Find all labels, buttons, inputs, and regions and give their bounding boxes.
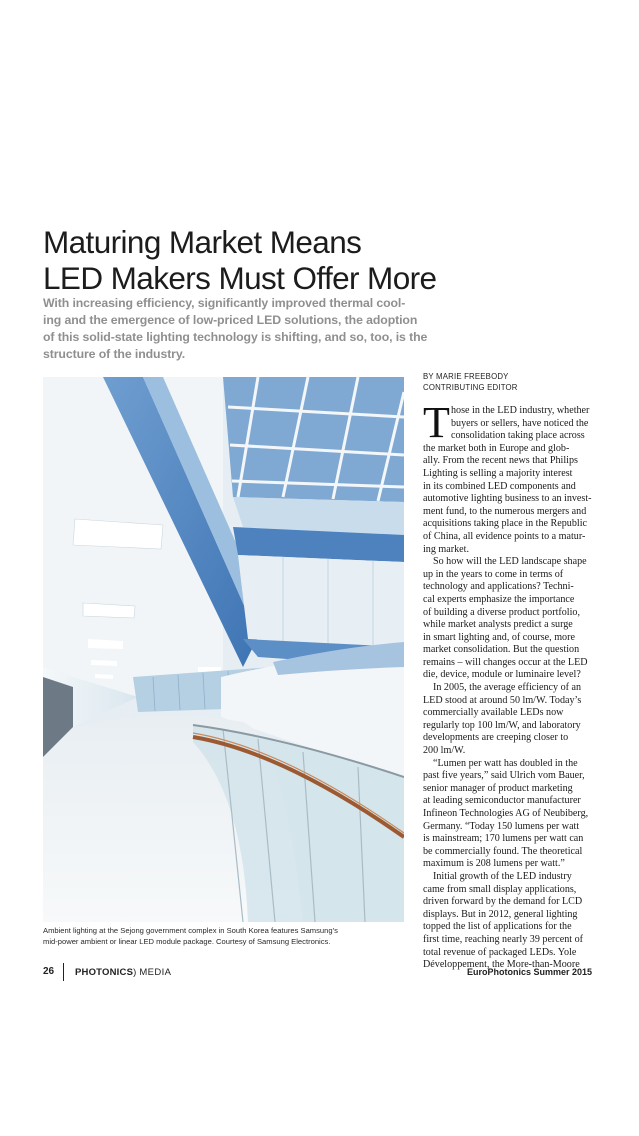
headline-line-2: LED Makers Must Offer More: [43, 260, 437, 296]
body-text-line: senior manager of product marketing: [423, 782, 573, 794]
publisher-logo: [75, 967, 171, 978]
body-text-line: commercially available LEDs now: [423, 707, 564, 719]
body-text-line: Développement, the More-than-Moore: [423, 959, 580, 971]
hallway-illustration: [43, 377, 404, 922]
body-text-line: technology and applications? Techni-: [423, 581, 574, 593]
body-text-line: “Lumen per watt has doubled in the: [433, 757, 578, 769]
body-text-line: developments are creeping closer to: [423, 732, 569, 744]
article-deck: [43, 295, 428, 363]
body-text-line: ally. From the recent news that Philips: [423, 455, 578, 467]
body-text-line: remains – will changes occur at the LED: [423, 656, 588, 668]
body-text-line: while market analysts predict a surge: [423, 619, 573, 631]
byline-author: BY MARIE FREEBODY: [423, 372, 509, 381]
body-text-line: Lighting is selling a majority interest: [423, 467, 573, 479]
deck-line: of this solid-state lighting technology is shifting, and so, too, is the: [43, 330, 428, 344]
body-text-line: past five years,” said Ulrich vom Bauer,: [423, 770, 585, 782]
body-text-line: of China, all evidence points to a matur-: [423, 530, 586, 542]
body-text-line: In 2005, the average efficiency of an: [433, 682, 582, 694]
deck-line: structure of the industry.: [43, 347, 186, 361]
body-text-line: 200 lm/W.: [423, 745, 466, 757]
body-text-line: in smart lighting and, of course, more: [423, 631, 575, 643]
footer-divider: [63, 963, 64, 981]
drop-cap: T: [423, 398, 450, 447]
body-text-line: consolidation taking place across: [451, 430, 585, 442]
article-photo: [43, 377, 404, 922]
body-text-line: Germany. “Today 150 lumens per watt: [423, 820, 580, 832]
body-text-line: cal experts emphasize the importance: [423, 593, 575, 605]
body-text-line: maximum is 208 lumens per watt.”: [423, 858, 565, 870]
issue-title: EuroPhotonics Summer 2015: [466, 967, 592, 977]
byline-role: CONTRIBUTING EDITOR: [423, 382, 518, 392]
body-text-line: driven forward by the demand for LCD: [423, 896, 583, 908]
body-text-line: ment fund, to the numerous mergers and: [423, 505, 587, 517]
body-text-line: at leading semiconductor manufacturer: [423, 795, 581, 807]
body-text-line: automotive lighting business to an invest-: [423, 493, 592, 505]
body-text-line: die, device, module or luminaire level?: [423, 669, 581, 681]
byline: [423, 372, 518, 393]
article-body: [423, 398, 595, 972]
deck-line: ing and the emergence of low-priced LED solutions, the adoption: [43, 313, 418, 327]
body-text-line: topped the list of applications for the: [423, 921, 572, 933]
photo-caption: [43, 926, 405, 947]
body-text-line: Infineon Technologies AG of Neubiberg,: [423, 808, 589, 819]
headline-line-1: Maturing Market Means: [43, 224, 362, 260]
body-text-line: ing market.: [423, 543, 469, 555]
logo-bold-text: PHOTONICS: [75, 967, 134, 978]
body-text-line: regularly top 100 lm/W, and laboratory: [423, 719, 581, 731]
body-text-line: of building a diverse product portfolio,: [423, 606, 580, 618]
deck-line: With increasing efficiency, significantly improved thermal cool-: [43, 296, 406, 310]
body-text-line: market consolidation. But the question: [423, 644, 580, 656]
logo-arc-icon: ): [133, 967, 137, 978]
article-headline: [43, 224, 603, 296]
logo-light-text: MEDIA: [139, 967, 172, 978]
body-text-line: the market both in Europe and glob-: [423, 442, 570, 454]
body-text-line: up in the years to come in terms of: [423, 568, 564, 580]
body-text-line: is mainstream; 170 lumens per watt can: [423, 833, 584, 845]
body-text-line: came from small display applications,: [423, 883, 577, 895]
body-text-line: LED stood at around 50 lm/W. Today’s: [423, 694, 582, 706]
body-text-line: buyers or sellers, have noticed the: [451, 417, 589, 429]
body-text-line: first time, reaching nearly 39 percent of: [423, 933, 584, 945]
body-text-line: Initial growth of the LED industry: [433, 870, 572, 882]
body-text-line: So how will the LED landscape shape: [433, 556, 587, 568]
body-text-line: displays. But in 2012, general lighting: [423, 908, 578, 920]
body-text-line: be commercially found. The theoretical: [423, 845, 583, 857]
caption-line: Ambient lighting at the Sejong government complex in South Korea features Samsung’s: [43, 926, 338, 935]
body-text-line: in its combined LED components and: [423, 480, 576, 492]
body-text-line: acquisitions taking place in the Republic: [423, 518, 587, 530]
body-text-line: hose in the LED industry, whether: [451, 405, 590, 416]
body-text-line: total revenue of packaged LEDs. Yole: [423, 946, 577, 958]
caption-line: mid-power ambient or linear LED module package. Courtesy of Samsung Electronics.: [43, 936, 331, 946]
page-number: 26: [43, 966, 55, 977]
